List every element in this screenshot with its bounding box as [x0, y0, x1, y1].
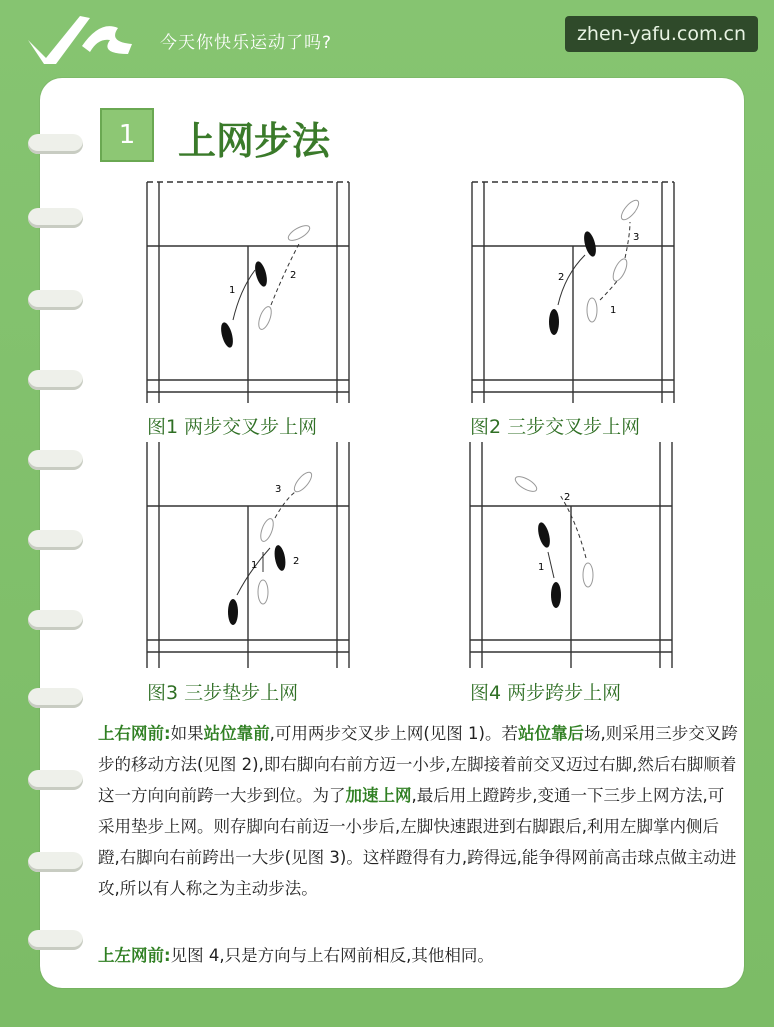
fig4-step-label: 2 [564, 492, 571, 503]
figure-4-caption: 图4 两步跨步上网 [470, 682, 622, 704]
fig2-step-label: 2 [558, 272, 565, 283]
binder-ring-icon [28, 930, 83, 950]
binder-ring-icon [28, 370, 83, 390]
binder-ring-icon [28, 688, 83, 708]
figure-2-caption: 图2 三步交叉步上网 [470, 416, 641, 438]
binder-ring-icon [28, 450, 83, 470]
binder-ring-icon [28, 208, 83, 228]
figure-1-court [145, 180, 351, 405]
paragraph-left-net: 上左网前:见图 4,只是方向与上右网前相反,其他相同。 [98, 946, 494, 965]
binder-ring-icon [28, 290, 83, 310]
figure-1-caption: 图1 两步交叉步上网 [147, 416, 318, 438]
fig3-step-label: 1 [251, 560, 258, 571]
watermark-badge: zhen-yafu.com.cn [565, 16, 758, 52]
paragraph-label: 上右网前: [98, 724, 171, 743]
section-number: 1 [100, 108, 154, 162]
binder-ring-icon [28, 852, 83, 872]
figure-2-court [470, 180, 676, 405]
binder-ring-icon [28, 610, 83, 630]
fig1-step-label: 2 [290, 270, 297, 281]
fig3-step-label: 3 [275, 484, 282, 495]
fig3-step-label: 2 [293, 556, 300, 567]
fig4-step-label: 1 [538, 562, 545, 573]
paragraph-label: 上左网前: [98, 946, 171, 965]
fig1-step-label: 1 [229, 285, 236, 296]
binder-ring-icon [28, 770, 83, 790]
binder-ring-icon [28, 530, 83, 550]
figure-4-court [468, 440, 674, 670]
figure-3-court [145, 440, 351, 670]
checkmark-logo-icon [20, 6, 140, 66]
fig2-step-label: 3 [633, 232, 640, 243]
binder-ring-icon [28, 134, 83, 154]
figure-3-caption: 图3 三步垫步上网 [147, 682, 299, 704]
fig2-step-label: 1 [610, 305, 617, 316]
banner-text: 今天你快乐运动了吗? [160, 33, 333, 53]
section-title: 上网步法 [178, 119, 331, 163]
paragraph-right-net: 上右网前:如果站位靠前,可用两步交叉步上网(见图 1)。若站位靠后场,则采用三步交叉跨步的移动方法(见图 2),即右脚向右前方迈一小步,左脚接着前交叉迈过右脚,然后右脚顺着这一方向向前跨一大步到位。为了加速上网,最后用上蹬跨步,变通一下三步上网方法,可采用垫步上网。则存脚向右前迈一小步后,左脚快速跟进到右脚跟后,利用左脚掌内侧后蹬,右脚向右前跨出一大步(见图 3)。这样蹬得有力,跨得远,能争得网前高击球点做主动进攻,所以有人称之为主动步法。 [98, 724, 738, 898]
